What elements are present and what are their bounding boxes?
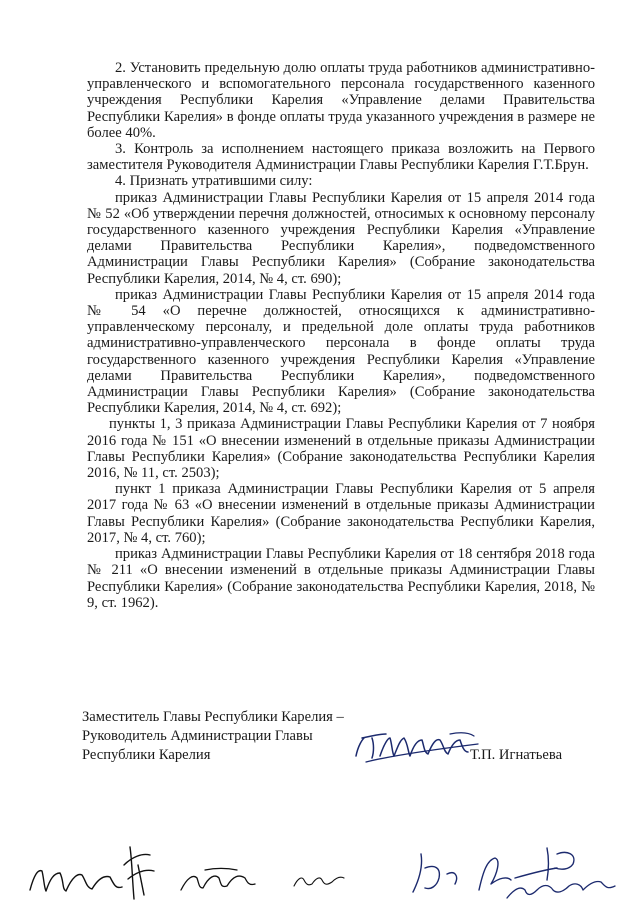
signatory-title-line-1: Заместитель Главы Республики Карелия –: [82, 709, 344, 725]
approval-signature-3: [290, 868, 350, 893]
document-body: [87, 60, 595, 611]
repealed-item-4: пункт 1 приказа Администрации Главы Республики Карелия от 5 апреля 2017 года № 63 «О внесении изменений в отдельные приказы Администрации Главы Республики Карелия» (Собрание законодательства Республики Карелия, 2017, № 4, ст. 760);: [87, 481, 595, 546]
approval-signature-4: [395, 840, 635, 905]
paragraph-3: 3. Контроль за исполнением настоящего приказа возложить на Первого заместителя Руководителя Администрации Главы Республики Карелия Г.Т.Брун.: [87, 141, 595, 174]
approval-signature-1: [20, 835, 170, 905]
paragraph-4: 4. Признать утратившими силу:: [115, 173, 313, 190]
repealed-item-1: приказ Администрации Главы Республики Карелия от 15 апреля 2014 года № 52 «Об утверждении перечня должностей, относимых к основному персоналу государственного казенного учреждения Республики Карелия «Управление делами Правительства Республики Карелия», подведомственного Администрации Главы Республики Карелия» (Собрание законодательства Республики Карелия, 2014, № 4, ст. 690);: [87, 189, 595, 287]
handwritten-signature: [350, 722, 490, 767]
signatory-title-line-2: Руководитель Администрации Главы: [82, 728, 313, 744]
approval-signature-2: [175, 860, 265, 900]
signatory-title-line-3: Республики Карелия: [82, 747, 211, 763]
signatory-title: [82, 708, 382, 765]
repealed-item-5: приказ Администрации Главы Республики Карелия от 18 сентября 2018 года № 211 «О внесении изменений в отдельные приказы Администрации Главы Республики Карелия» (Собрание законодательства Республики Карелия, 2018, № 9, ст. 1962).: [87, 546, 595, 611]
paragraph-2: 2. Установить предельную долю оплаты труда работников административно-управленческого и вспомогательного персонала государственного казенного учреждения Республики Карелия «Управление делами Правительства Республики Карелия» в фонде оплаты труда указанного учреждения в размере не более 40%.: [87, 60, 595, 141]
repealed-item-2: приказ Администрации Главы Республики Карелия от 15 апреля 2014 года № 54 «О перечне должностей, относящихся к административно-управленческому персоналу, и предельной доле оплаты труда работников административно-управленческого персонала в фонде оплаты труда государственного казенного учреждения Республики Карелия «Управление делами Правительства Республики Карелия», подведомственного Администрации Главы Республики Карелия» (Собрание законодательства Республики Карелия, 2014, № 4, ст. 692);: [87, 286, 595, 417]
signer-name: Т.П. Игнатьева: [470, 747, 563, 763]
repealed-item-3: пункты 1, 3 приказа Администрации Главы Республики Карелия от 7 ноября 2016 года № 151 «О внесении изменений в отдельные приказы Администрации Главы Республики Карелия» (Собрание законодательства Республики Карелия 2016, № 11, ст. 2503);: [87, 416, 595, 482]
